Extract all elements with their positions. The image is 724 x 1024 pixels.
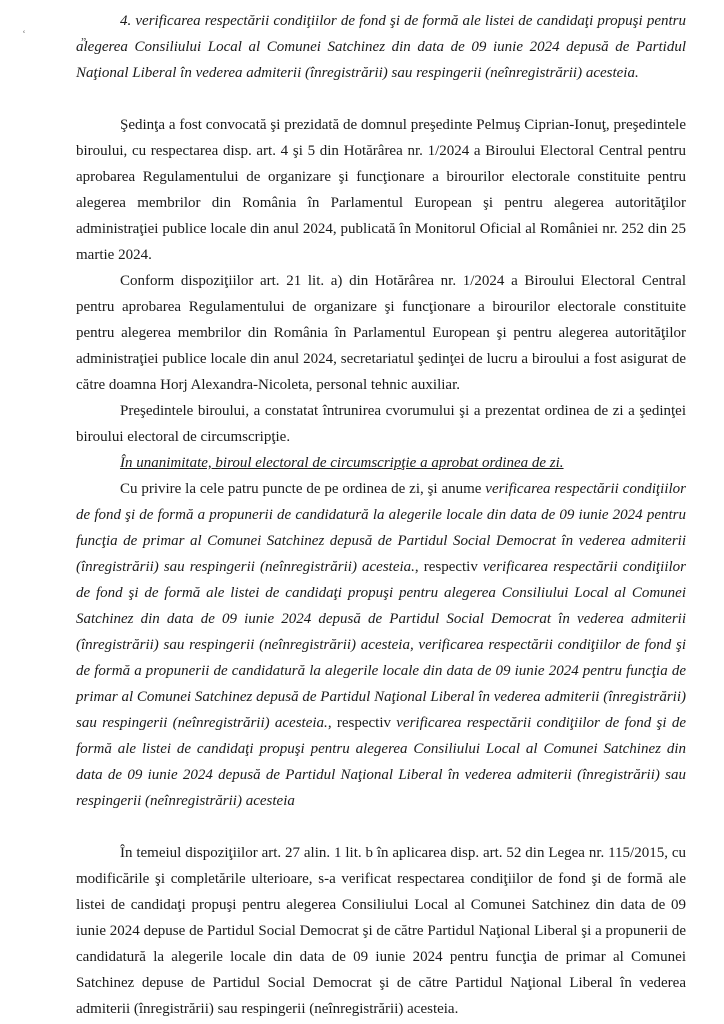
agenda-point-4: verificarea respectării condiţiilor de fond şi de formă ale listei de candidaţi propuşi pentru alegerea Consiliului Local al Comunei Satchinez din data de 09 iunie 2024 depusă de Partidul Naţional Liberal în vederea admiterii (înregistrării) sau respingerii (neînregistrării) acesteia xyxy=(76,715,686,809)
agenda-points-connector-1: , respectiv xyxy=(414,559,483,575)
agenda-point-2-3: verificarea respectării condiţiilor de fond şi de formă ale listei de candidaţi propuşi pentru alegerea Consiliului Local al Comunei Satchinez din data de 09 iunie 2024 depusă de Partidul Social Democrat în vederea admiterii (înregistrării) sau respingerii (neînregistrării) acesteia, verificarea respectării condiţiilor de fond şi de formă a propunerii de candidatură la alegerile locale din data de 09 iunie 2024 pentru funcţia de primar al Comunei Satchinez depusă de Partidul Naţional Liberal în vederea admiterii (înregistrării) sau respingerii (neînregistrării) acesteia. xyxy=(76,559,686,731)
paragraph-session-convened: Şedinţa a fost convocată şi prezidată de domnul preşedinte Pelmuş Ciprian-Ionuţ, preşedintele biroului, cu respectarea disp. art. 4 şi 5 din Hotărârea nr. 1/2024 a Biroului Electoral Central pentru aprobarea Regulamentului de organizare şi funcţionare a birourilor electorale constituite pentru alegerea membrilor din România în Parlamentul European şi pentru alegerea autorităţilor administraţiei publice locale din anul 2024, publicată în Monitorul Oficial al României nr. 252 din 25 martie 2024. xyxy=(76,117,686,263)
agenda-points-connector-2: , respectiv xyxy=(327,715,397,731)
margin-marks: ʿ „ xyxy=(22,28,113,42)
paragraph-agenda-points xyxy=(76,476,686,814)
agenda-point-1: verificarea respectării condiţiilor de fond şi de formă a propunerii de candidatură la alegerile locale din data de 09 iunie 2024 pentru funcţia de primar al Comunei Satchinez depusă de Partidul Social Democrat în vederea admiterii (înregistrării) sau respingerii (neînregistrării) acesteia. xyxy=(76,481,686,575)
agenda-item-4: 4. verificarea respectării condiţiilor de fond şi de formă ale listei de candidaţi propuşi pentru alegerea Consiliului Local al Comunei Satchinez din data de 09 iunie 2024 depusă de Partidul Naţional Liberal în vederea admiterii (înregistrării) sau respingerii (neînregistrării) acesteia. xyxy=(76,13,686,81)
paragraph-legal-basis: În temeiul dispoziţiilor art. 27 alin. 1 lit. b în aplicarea disp. art. 52 din Legea nr. 115/2015, cu modificările şi completările ulterioare, s-a verificat respectarea condiţiilor de fond şi de formă ale listei de candidaţi propuşi pentru alegerea Consiliului Local al Comunei Satchinez din data de 09 iunie 2024 depuse de Partidul Social Democrat şi de către Partidul Naţional Liberal şi a propunerii de candidatură la alegerile locale din data de 09 iunie 2024 pentru funcţia de primar al Comunei Satchinez depuse de Partidul Social Democrat şi de către Partidul Naţional Liberal în vederea admiterii (înregistrării) sau respingerii (neînregistrării) acesteia. xyxy=(76,845,686,1017)
paragraph-quorum: Preşedintele biroului, a constatat întrunirea cvorumului şi a prezentat ordinea de zi a şedinţei biroului electoral de circumscripţie. xyxy=(76,403,686,445)
paragraph-agenda-approved: În unanimitate, biroul electoral de circumscripţie a aprobat ordinea de zi. xyxy=(120,455,564,471)
paragraph-secretariat: Conform dispoziţiilor art. 21 lit. a) din Hotărârea nr. 1/2024 a Biroului Electoral Central pentru aprobarea Regulamentului de organizare şi funcţionare a birourilor electorale constituite pentru alegerea membrilor din România în Parlamentul European şi pentru alegerea autorităţilor administraţiei publice locale din anul 2024, secretariatul şedinţei de lucru a biroului a fost asigurat de către doamna Horj Alexandra-Nicoleta, personal tehnic auxiliar. xyxy=(76,273,686,393)
agenda-points-intro: Cu privire la cele patru puncte de pe ordinea de zi, şi anume xyxy=(120,481,486,497)
